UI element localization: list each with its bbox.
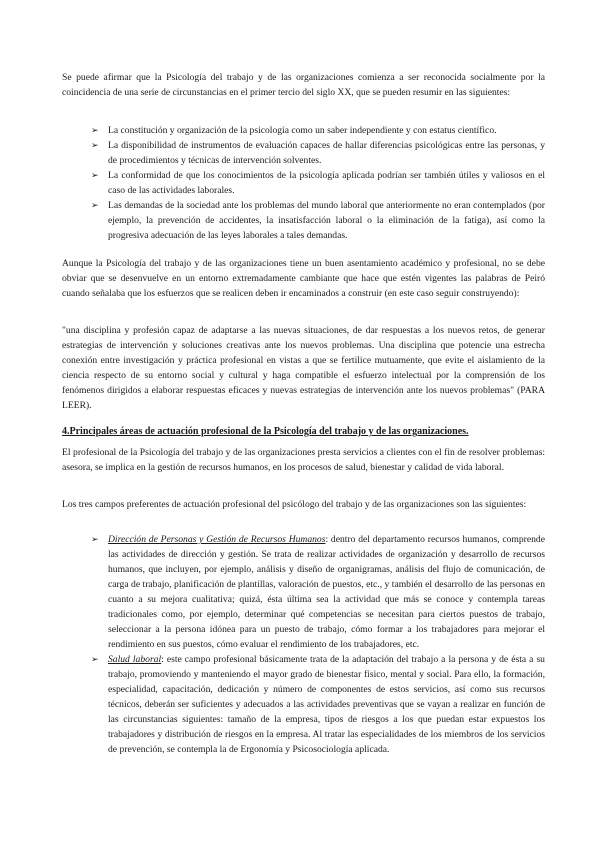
arrow-bullet-icon: ➢ [91,140,99,150]
field-text: : este campo profesional básicamente trata de la adaptación del trabajo a la persona y de ésta a su trabajo, promoviendo y manteniendo el mayor grado de bienestar físico, mental y social. Para ello, la formación, especialidad, capacitación, dedicación y número de componentes de estos servicios, así como sus recursos técnicos, deberán ser suficientes y adecuados a las actividades preventivas que se vayan a realizar en función de las circunstancias siguientes: tamaño de la empresa, tipos de riesgos a los que puedan estar expuestos los trabajadores y distribución de riesgos en la empresa. Al tratar las especialidades de los miembros de los servicios de prevención, se contempla la de Ergonomía y Psicosociología aplicada. [108,654,545,755]
list-item: ➢ La conformidad de que los conocimientos de la psicología aplicada podrían ser también útiles y valiosos en el caso de las actividades laborales. [91,170,545,196]
arrow-bullet-icon: ➢ [91,654,99,664]
field-title: Dirección de Personas y Gestión de Recursos Humanos [108,534,326,545]
arrow-bullet-icon: ➢ [91,170,99,180]
context-paragraph: Aunque la Psicología del trabajo y de las organizaciones tiene un buen asentamiento académico y profesional, no se debe obviar que se desenvuelve en un entorno extremadamente cambiante que hace que estén vigentes las palabras de Peiró cuando señalaba que los esfuerzos que se realicen deben ir encaminados a construir (en este caso seguir construyendo): [62,258,545,299]
field-title: Salud laboral [108,654,162,665]
list-item: ➢ La constitución y organización de la psicología como un saber independiente y con estatus científico. [91,125,497,136]
fields-list [91,532,545,757]
list-item [91,532,545,652]
intro-paragraph: Se puede afirmar que la Psicología del trabajo y de las organizaciones comienza a ser reconocida socialmente por la coincidencia de una serie de circunstancias en el primer tercio del siglo XX, que se pueden resumir en las siguientes: [62,72,545,98]
section-heading: 4.Principales áreas de actuación profesional de la Psicología del trabajo y de las organizaciones. [62,426,469,437]
circumstances-list [91,123,545,243]
arrow-bullet-icon: ➢ [91,200,99,210]
arrow-bullet-icon: ➢ [91,534,99,544]
fields-intro-paragraph: Los tres campos preferentes de actuación profesional del psicólogo del trabajo y de las organizaciones son las siguientes: [62,499,527,510]
list-item [91,652,545,757]
services-paragraph: El profesional de la Psicología del trabajo y de las organizaciones presta servicios a clientes con el fin de resolver problemas: asesora, se implica en la gestión de recursos humanos, en los procesos de salud, bienestar y calidad de vida laboral. [62,447,545,473]
list-item: ➢ Las demandas de la sociedad ante los problemas del mundo laboral que anteriormente no eran contemplados (por ejemplo, la prevención de accidentes, la insatisfacción laboral o la eliminación de la fatiga), así como la progresiva adecuación de las leyes laborales a tales demandas. [91,200,545,241]
list-item: ➢ La disponibilidad de instrumentos de evaluación capaces de hallar diferencias psicológicas entre las personas, y de procedimientos y técnicas de intervención solventes. [91,140,545,166]
arrow-bullet-icon: ➢ [91,125,99,135]
field-text: : dentro del departamento recursos humanos, comprende las actividades de dirección y gestión. Se trata de realizar actividades de organización y desarrollo de recursos humanos, que incluyen, por ejemplo, análisis y diseño de organigramas, análisis del flujo de comunicación, de carga de trabajo, planificación de plantillas, valoración de puestos, etc., y también el desarrollo de las personas en cuanto a su mejora cualitativa; quizá, ésta última sea la actividad que más se conoce y contempla tareas tradicionales como, por ejemplo, determinar qué competencias se necesitan para ciertos puestos de trabajo, seleccionar a la persona idónea para un puesto de trabajo, cómo formar a los trabajadores para mejorar el rendimiento en sus puestos, cómo evaluar el rendimiento de los trabajadores, etc. [108,534,545,650]
quote-paragraph: "una disciplina y profesión capaz de adaptarse a las nuevas situaciones, de dar respuestas a los nuevos retos, de generar estrategias de intervención y soluciones creativas ante los nuevos problemas. Una disciplina que potencie una estrecha conexión entre investigación y práctica profesional en vistas a que se fertilice mutuamente, que evite el aislamiento de la ciencia respecto de su entorno social y cultural y haga compatible el esfuerzo intelectual por la comprensión de los fenómenos dirigidos a elaborar respuestas eficaces y nuevas estrategias de intervención ante los nuevos problemas" (PARA LEER). [62,325,545,411]
